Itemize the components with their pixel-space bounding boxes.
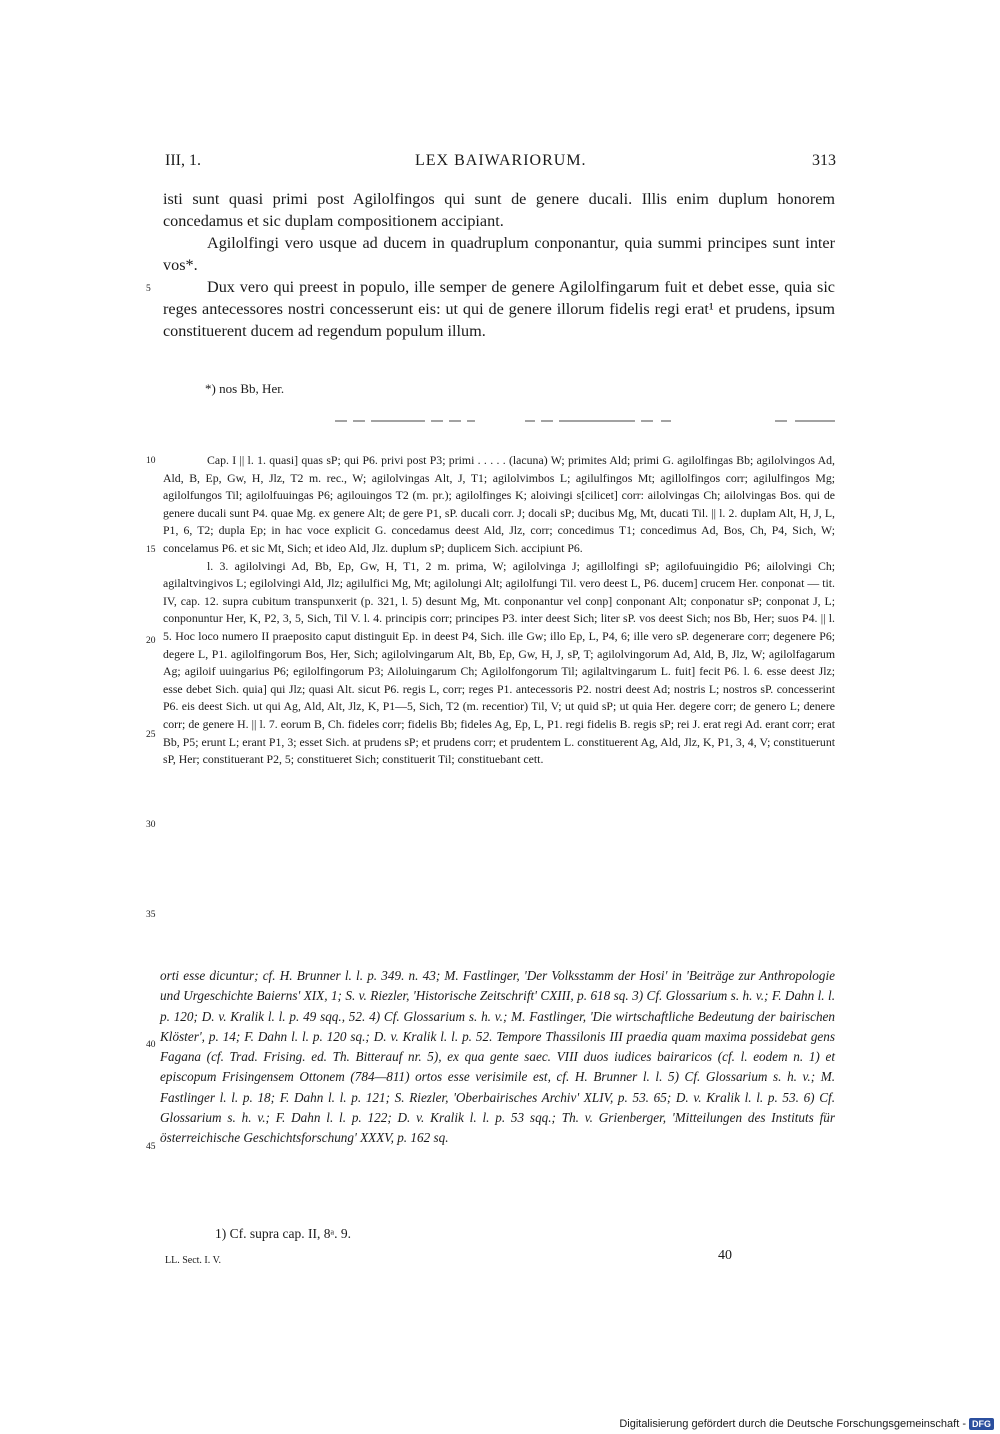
sheet-number: 40 bbox=[718, 1248, 732, 1263]
line-number-40: 40 bbox=[146, 1040, 156, 1050]
funding-note bbox=[619, 1418, 994, 1430]
historical-notes bbox=[160, 966, 835, 1149]
page-number: 313 bbox=[812, 152, 836, 169]
line-number-45: 45 bbox=[146, 1142, 156, 1152]
running-head-title: LEX BAIWARIORUM. bbox=[415, 152, 587, 169]
line-number-35: 35 bbox=[146, 910, 156, 920]
line-number-5: 5 bbox=[146, 284, 151, 294]
line-number-25: 25 bbox=[146, 730, 156, 740]
line-number-15: 15 bbox=[146, 545, 156, 555]
main-paragraph-3: Dux vero qui preest in populo, ille semper de genere Agilolfingarum fuit et debet esse, quia sic reges antecessores nostri concesserunt eis: ut qui de genere illorum fidelis regi erat¹ et prudens, ipsum constituerent ducem ad regendum populum illum. bbox=[163, 278, 835, 340]
line-number-10: 10 bbox=[146, 456, 156, 466]
separator-rule bbox=[335, 418, 837, 424]
dfg-logo: DFG bbox=[969, 1418, 994, 1430]
main-paragraph-1: isti sunt quasi primi post Agilolfingos qui sunt de genere ducali. Illis enim duplum honorem concedamus et sic duplam compositionem accipiant. bbox=[163, 190, 835, 230]
apparatus-block-1: Cap. I || l. 1. quasi] quas sP; qui P6. privi post P3; primi . . . . . (lacuna) W; primites Ald; primi G. agilolfingas Bb; agilolvingos Ad, Ald, B, Ep, Gw, H, Jlz, T2 m. rec., W; agilolvingas Alt, J, T1; agilolvimbos L; agilulfingos Mt; agillolfingos corr; agilulfingos Mg; agilolfungos Til; agilolfuuingas P6; agilouingos T2 (m. pr.); agilolfinges K; aloivingi s[cilicet] corr: ailolvingas Ch; ailolvingas Bos. qui de genere ducali sunt P4. quae Mg. ex genere Alt; de gere P1, sP. ducali corr. J; docali sP; ducibus Mg, Mt, ducati Til. || l. 2. duplam Alt, H, J, L, P1, 6, T2; dupla Ep; in hac voce explicit G. concedamus deest Ald, Jlz, corr; concedimus T1; concedimus Ad, Bos, Ch, P4, Sich, W; concelamus P6. et sic Mt, Sich; et ideo Ald, Jlz. duplum sP; duplicem Sich. accipiunt P6. bbox=[163, 453, 835, 555]
star-note: *) nos Bb, Her. bbox=[205, 381, 285, 396]
line-number-20: 20 bbox=[146, 636, 156, 646]
main-paragraph-2: Agilolfingi vero usque ad ducem in quadruplum conponantur, quia summi principes sunt inter vos*. bbox=[163, 234, 835, 274]
main-text bbox=[163, 188, 835, 342]
printer-signature: LL. Sect. I. V. bbox=[165, 1255, 222, 1266]
running-head-left: III, 1. bbox=[165, 152, 201, 169]
critical-apparatus bbox=[163, 452, 835, 769]
apparatus-block-2: l. 3. agilolvingi Ad, Bb, Ep, Gw, H, T1, 2 m. prima, W; agilolvinga J; agillolfingi sP; agilofuuingidio P6; ailolvingi Ch; agilaltvingivos L; egilolvingi Ald, Jlz; agilulfici Mg, Mt; agilolungi Alt; agilolfungi Til. vero deest L, P6. ducem] crucem Her. conponat — tit. IV, cap. 12. supra cubitum transpunxerit (p. 321, l. 5) desunt Mg, Mt. conponantur vel conp] conponant Alt; conponatur sP; conponat J, L; conponuntur Her, K, P2, 3, 5, Sich, Til V. l. 4. principis corr; principes P3. inter deest Sich; liter sP. vos deest Sich; nos Bb, Her; suos P4. || l. 5. Hoc loco numero II praeposito caput distinguit Ep. in deest P4, Sich. ille Gw; illo Ep, L, P4, 6; ille vero sP. degenerare corr; degenere P6; degere L, P1. agilolfingorum Bos, Her, Sich; agilolvingarum Alt, Bb, Ep, Gw, H, J, sP, T; agilolvingorum Ad, Ald, B, Jlz, W; agilolfagarum Ag; agiloif uuingarius P6; egilolfingorum P3; Ailoluingarum Ch; Agilolfongorum Til; agilaltvingarum L. fuit] fecit P6. l. 6. esse deest Jlz; esse debet Sich. quia] qui Jlz; quasi Alt. sicut P6. regis L, corr; reges P1. antecessoris P2. nostri deest Ad; nostris L; nostros sP. concesserint P6. eis deest Sich. ut qui Ag, Ald, Alt, Jlz, K, P1—5, Sich, T2 (m. recentior) Til, V; ut quid sP; ut quia Her. degere corr; de genero L; denere corr; de genere H. || l. 7. eorum B, Ch. fideles corr; fidelis Bb; fideles Ag, Ep, L, P1. regi fidelis B. regis sP; rei J. erat regi Ad. erant corr; erat Bb, P5; erunt L; erant P1, 3; esset Sich. at prudens sP; et prudens corr; et prudentem L. constituerent Ag, Ald, Jlz, K, P1, 3, 4, V; constituerunt sP, Her; constituerant P2, 5; constitueret Sich; constituerit Til; constituebant cett. bbox=[163, 558, 835, 767]
funding-note-text: Digitalisierung gefördert durch die Deutsche Forschungsgemeinschaft - bbox=[619, 1418, 966, 1430]
line-number-30: 30 bbox=[146, 820, 156, 830]
notes-block: orti esse dicuntur; cf. H. Brunner l. l. p. 349. n. 43; M. Fastlinger, 'Der Volksstamm der Hosi' in 'Beiträge zur Anthropologie und Urgeschichte Baierns' XIX, 1; S. v. Riezler, 'Historische Zeitschrift' CXIII, p. 618 sq. 3) Cf. Glossarium s. h. v.; F. Dahn l. l. p. 120; D. v. Kralik l. l. p. 49 sqq., 52. 4) Cf. Glossarium s. h. v.; M. Fastlinger, 'Die wirtschaftliche Bedeutung der bairischen Klöster', p. 14; F. Dahn l. l. p. 120 sq.; D. v. Kralik l. l. p. 52. Tempore Thassilonis III praedia quam maxima possidebat gens Fagana (cf. Trad. Frising. ed. Th. Bitterauf nr. 5), ex qua gente saec. VIII duos iudices bairaricos (cf. l. eodem n. 1) et episcopum Frisingensem Ottonem (784—811) ortos esse verisimile est, cf. H. Brunner l. l. 5) Cf. Glossarium s. h. v.; M. Fastlinger l. l. p. 18; F. Dahn l. l. p. 121; S. Riezler, 'Oberbairisches Archiv' XLIV, p. 53. 65; D. v. Kralik l. l. p. 53. 6) Cf. Glossarium s. h. v.; F. Dahn l. l. p. 122; D. v. Kralik l. l. p. 53 sqq.; Th. v. Grienberger, 'Mitteilungen des Instituts für österreichische Geschichtsforschung' XXXV, p. 162 sq. bbox=[160, 968, 835, 1146]
footnote-1: 1) Cf. supra cap. II, 8ᵃ. 9. bbox=[215, 1226, 352, 1241]
